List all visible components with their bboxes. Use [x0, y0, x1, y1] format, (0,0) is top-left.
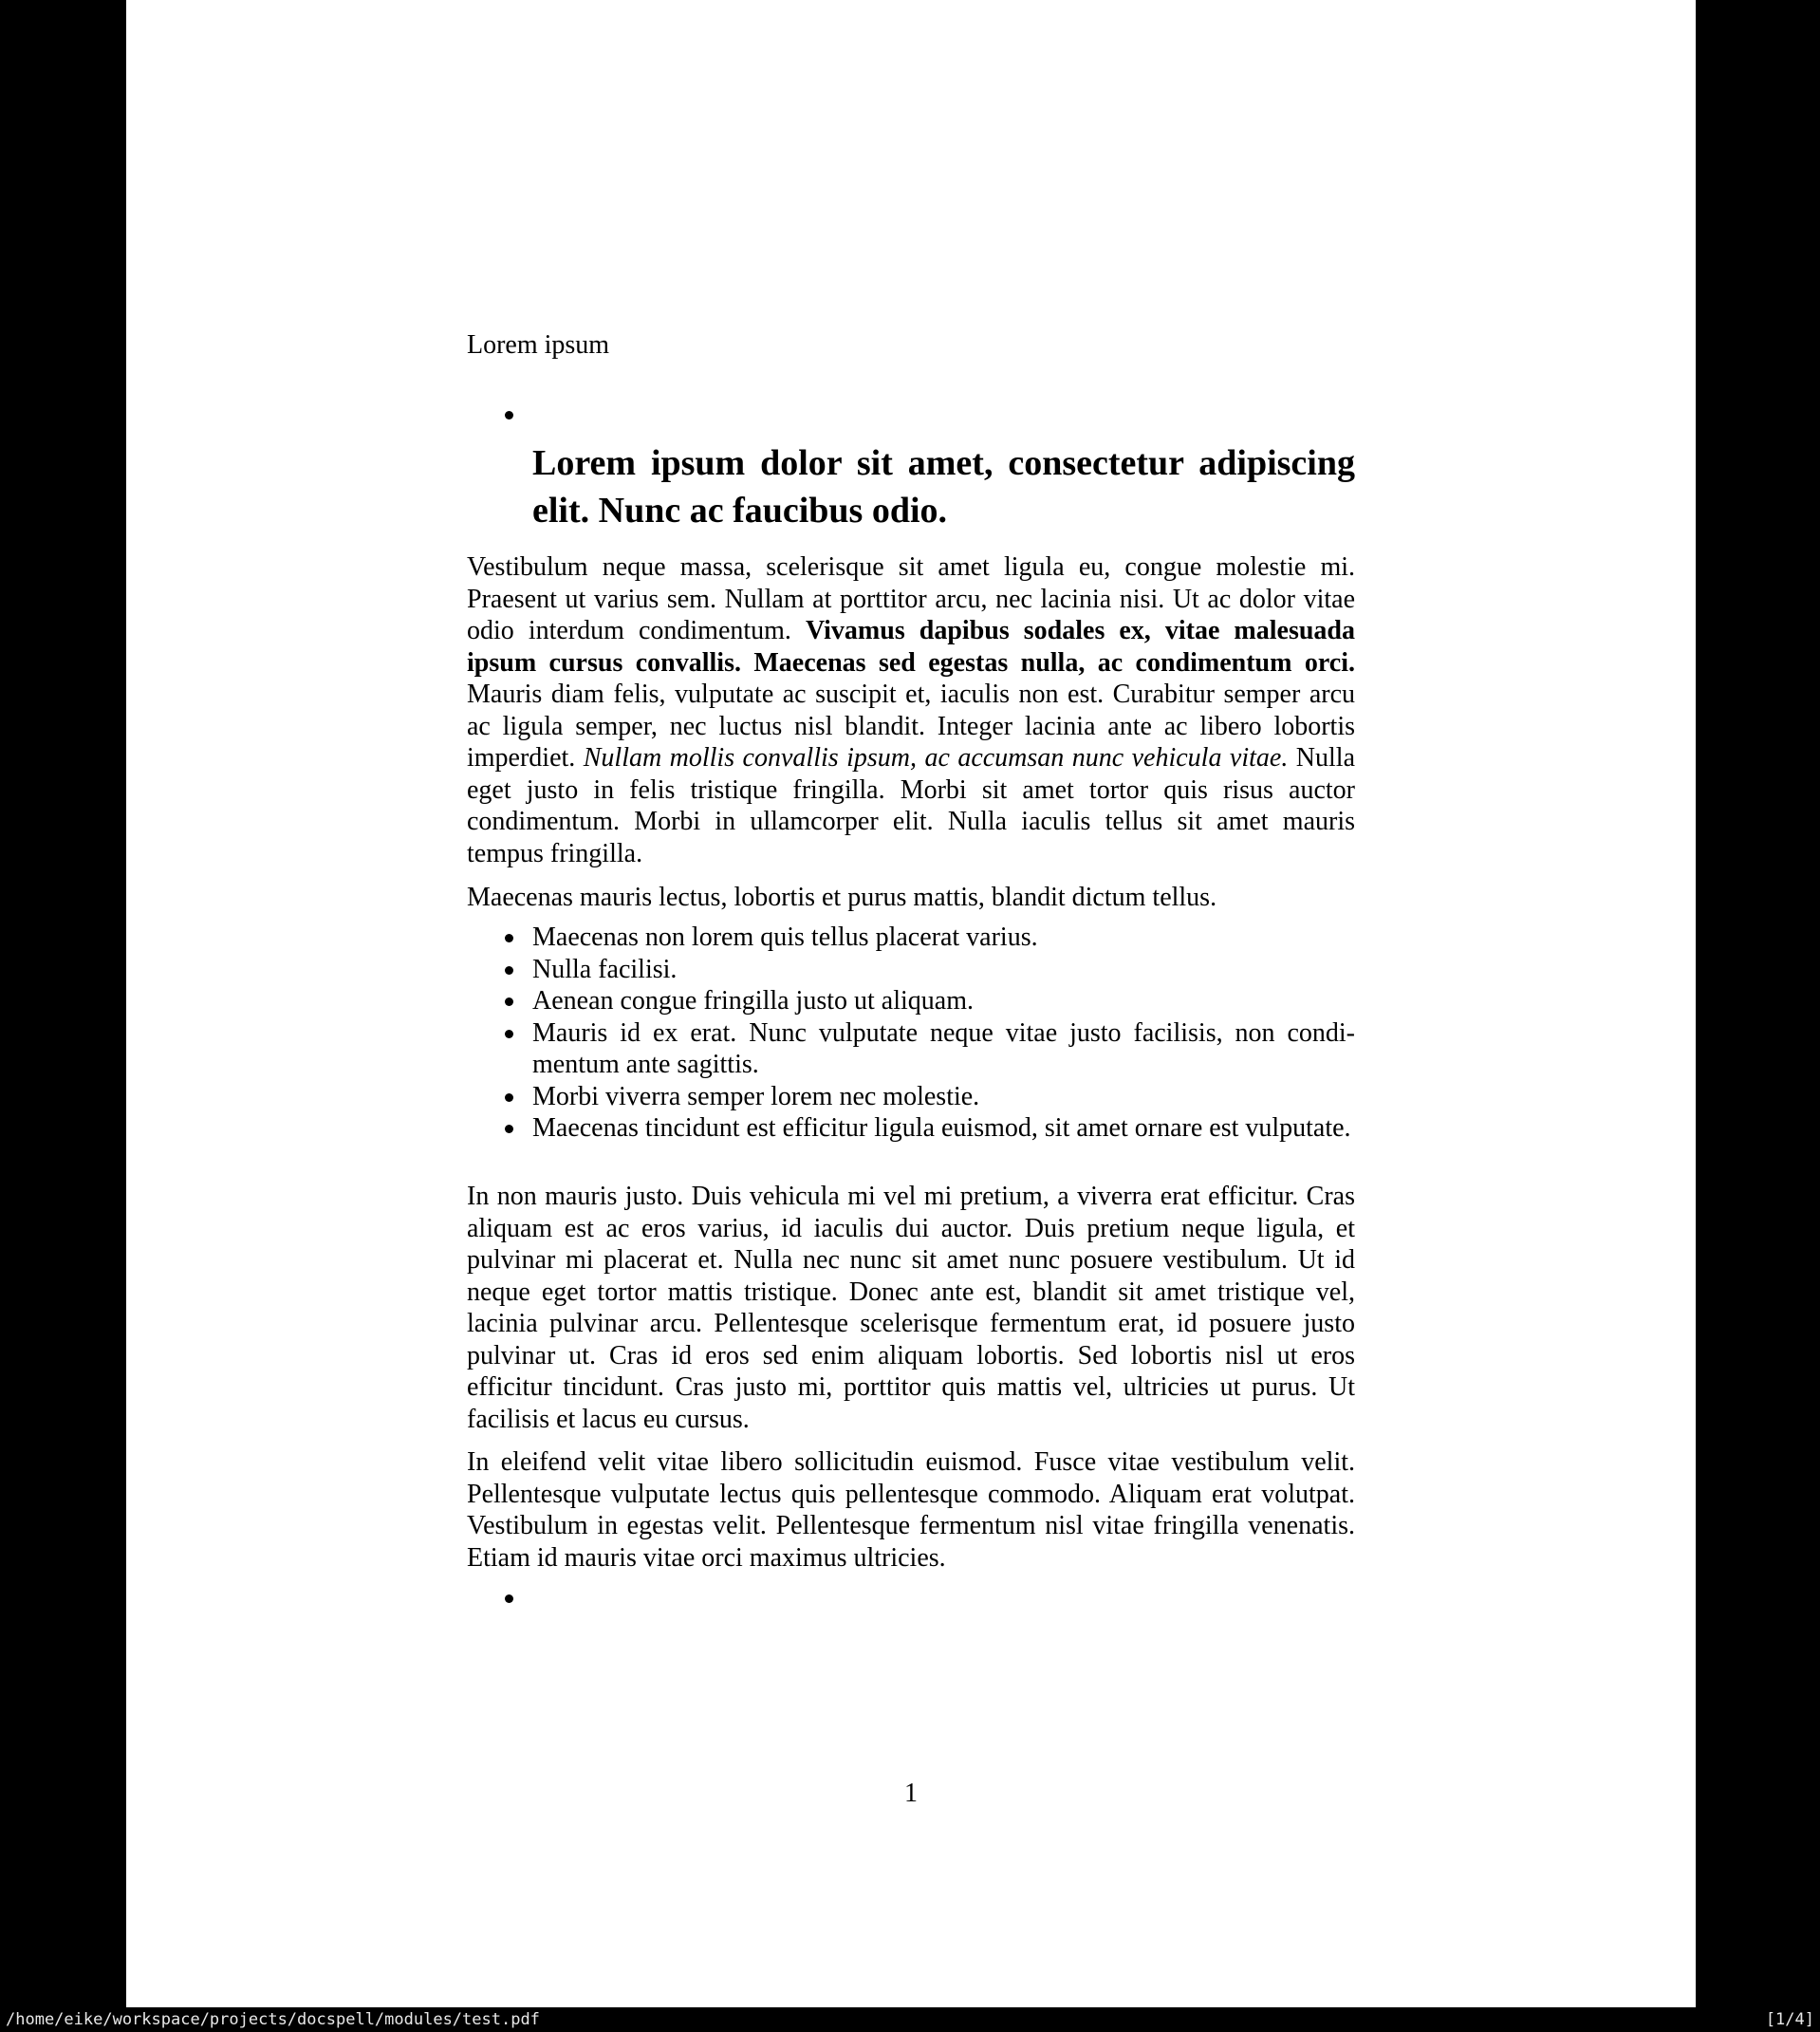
file-path: /home/eike/workspace/projects/docspell/modules/test.pdf [6, 2010, 540, 2029]
list-item [467, 1112, 1355, 1145]
bullet-icon [505, 411, 513, 419]
list-item-text: Maecenas non lorem quis tellus placerat varius. [532, 923, 1038, 952]
paragraph-1-run-normal: Mauris diam felis, vulputate ac suscipit et, iaculis non est. Curabitur semper arcu ac ligula semper, nec luctus nisl blandit. Integer lacinia ante ac libero lobortis imperdiet. [467, 680, 1355, 773]
paragraph-1-run-normal: Nulla eget justo in felis tristique fringilla. Morbi sit amet tortor quis risus auctor condimentum. Morbi in ullamcorper elit. Nulla iaculis tellus sit amet mauris tempus fringilla. [467, 743, 1356, 868]
list-item-text: Aenean congue fringilla justo ut aliquam. [532, 986, 974, 1016]
bullet-icon [505, 934, 513, 942]
list-item-text: Morbi viverra semper lorem nec molestie. [532, 1081, 980, 1111]
list-item [467, 1017, 1355, 1081]
bullet-icon [505, 1125, 513, 1133]
paragraph-1 [467, 551, 1355, 869]
list-item [467, 985, 1355, 1017]
list-item [467, 922, 1355, 954]
list-item-text: Nulla facilisi. [532, 954, 678, 984]
list-item [467, 954, 1355, 986]
status-bar [0, 2007, 1820, 2032]
paragraph-1-run-bold: Vivamus dapibus sodales ex, vitae malesuada ipsum cursus convallis. Maecenas sed egestas nulla, ac condimentum orci. [467, 616, 1355, 678]
bullet-icon [505, 966, 513, 975]
bullet-icon [505, 997, 513, 1006]
bullet-list [467, 922, 1355, 1145]
page-indicator: [1/4] [1765, 2010, 1814, 2029]
page-number: 1 [904, 1779, 918, 1808]
list-item-text: Maecenas tincidunt est efficitur ligula euismod, sit amet ornare est vulputate. [532, 1113, 1351, 1143]
bullet-icon [505, 1093, 513, 1102]
paragraph-4: In eleifend velit vitae libero sollicitudin euismod. Fusce vitae vestibulum velit. Pellentesque vulputate lectus quis pellentesque commodo. Aliquam erat volutpat. Vestibulum in egestas velit. Pellentesque fermentum nisl vitae fringilla venenatis. Etiam id mauris vitae orci maximus ultricies. [467, 1447, 1355, 1573]
pdf-page[interactable] [126, 0, 1696, 2007]
paragraph-2: Maecenas mauris lectus, lobortis et purus mattis, blandit dictum tellus. [467, 883, 1217, 912]
list-item-text: Mauris id ex erat. Nunc vulputate neque vitae justo facilisis, non condimentum ante sagittis. [532, 1017, 1355, 1079]
paragraph-1-run-italic: Nullam mollis convallis ipsum, ac accumsan nunc vehicula vitae. [583, 743, 1289, 773]
bullet-icon [505, 1030, 513, 1038]
intro-paragraph: Lorem ipsum [467, 330, 610, 360]
section-heading: Lorem ipsum dolor sit amet, consectetur adipiscing elit. Nunc ac faucibus odio. [532, 443, 1355, 531]
paragraph-3: In non mauris justo. Duis vehicula mi vel mi pretium, a viverra erat efficitur. Cras aliquam est ac eros varius, id iaculis dui auctor. Duis pretium neque ligula, et pulvinar mi placerat et. Nulla nec nunc sit amet nunc posuere vestibulum. Ut id neque eget tortor mattis tristique. Donec ante est, blandit sit amet tristique vel, lacinia pulvinar arcu. Pellentesque scelerisque fermentum erat, id posuere justo pulvinar ut. Cras id eros sed enim aliquam lobortis. Sed lobortis nisl ut eros efficitur tincidunt. Cras justo mi, porttitor quis mattis vel, ultricies ut purus. Ut facilisis et lacus eu cursus. [467, 1182, 1355, 1434]
bullet-icon [505, 1594, 513, 1603]
list-item [467, 1081, 1355, 1113]
paragraph-1-run-normal: Vestibulum neque massa, scelerisque sit amet ligula eu, congue molestie mi. Praesent ut varius sem. Nullam at porttitor arcu, nec lacinia nisi. Ut ac dolor vitae odio interdum condimentum. [467, 552, 1355, 645]
